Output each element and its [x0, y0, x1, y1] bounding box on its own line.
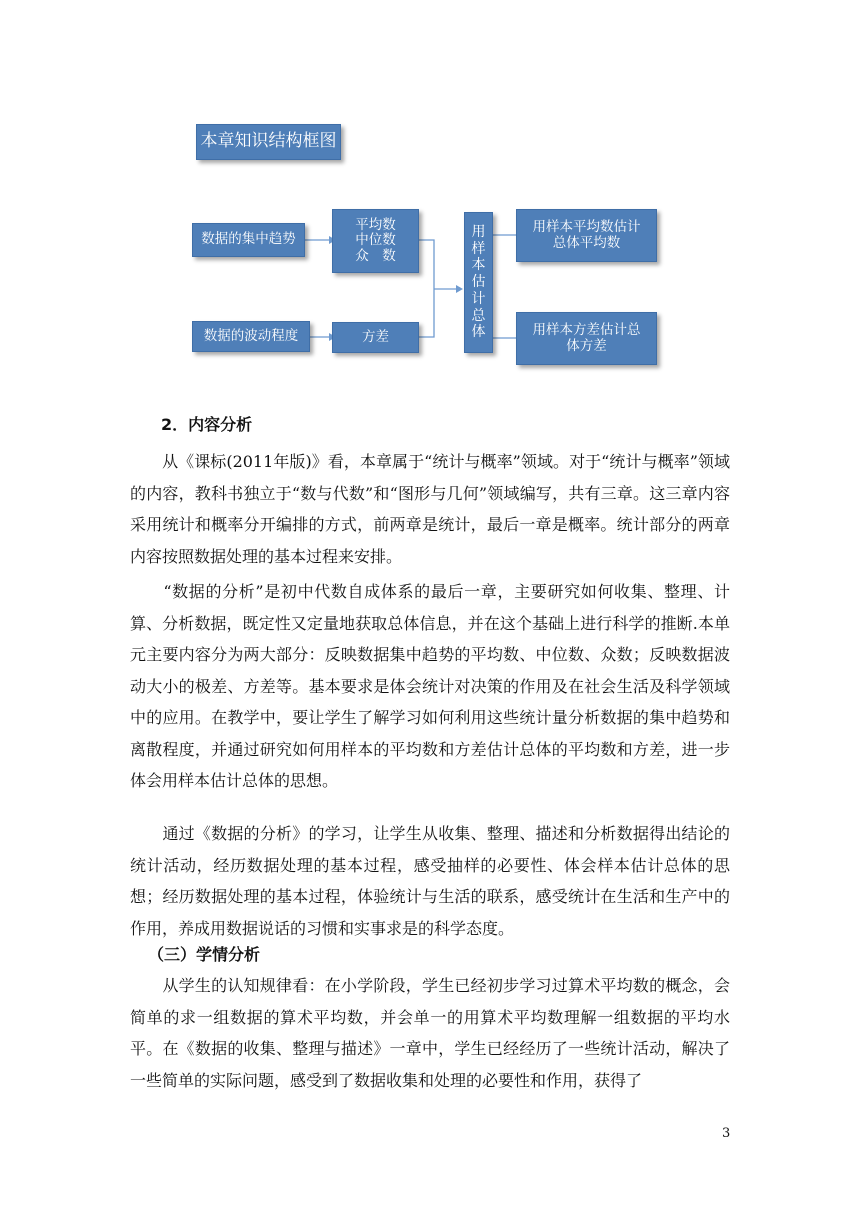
- estimate-char: 样: [471, 240, 486, 257]
- node-measures: [332, 209, 419, 273]
- estimate-char: 体: [471, 324, 486, 341]
- measure-median: 中位数: [355, 232, 396, 249]
- node-estimate-mean: 用样本平均数估计总体平均数: [516, 209, 657, 262]
- paragraph-student-cognition: 从学生的认知规律看：在小学阶段，学生已经初步学习过算术平均数的概念，会简单的求一组数据的算术平均数，并会单一的用算术平均数理解一组数据的平均水平。在《数据的收集、整理与描述》一章中，学生已经经历了一些统计活动，解决了一些简单的实际问题，感受到了数据收集和处理的必要性和作用，获得了: [130, 976, 730, 1090]
- connector-measures-down: [419, 240, 434, 289]
- estimate-char: 总: [471, 307, 486, 324]
- node-estimate-variance: 用样本方差估计总体方差: [516, 312, 657, 365]
- section-heading-content-analysis: 2．内容分析: [161, 415, 253, 434]
- paragraph-curriculum: 从《课标(2011年版)》看，本章属于“统计与概率”领域。对于“统计与概率”领域的内容，教科书独立于“数与代数”和“图形与几何”领域编写，共有三章。这三章内容采用统计和概率分开编排的方式，前两章是统计，最后一章是概率。统计部分的两章内容按照数据处理的基本过程来安排。: [130, 452, 730, 566]
- knowledge-structure-diagram: [186, 114, 676, 384]
- estimate-char: 本: [471, 257, 486, 274]
- node-variance: 方差: [332, 322, 419, 353]
- estimate-char: 用: [471, 223, 486, 240]
- page-number: 3: [722, 1126, 731, 1141]
- diagram-title: 本章知识结构框图: [196, 124, 341, 160]
- connector-variance-up: [419, 289, 434, 337]
- paragraph-learning-goals: 通过《数据的分析》的学习，让学生从收集、整理、描述和分析数据得出结论的统计活动，经历数据处理的基本过程，感受抽样的必要性、体会样本估计总体的思想；经历数据处理的基本过程，体验统计与生活的联系，感受统计在生活和生产中的作用，养成用数据说话的习惯和实事求是的科学态度。: [130, 824, 730, 938]
- measure-mean: 平均数: [355, 216, 396, 233]
- node-estimate-population: [464, 212, 493, 353]
- estimate-char: 估: [471, 274, 486, 291]
- section-heading-student-analysis: （三）学情分析: [148, 945, 261, 964]
- paragraph-data-analysis-chapter: “数据的分析”是初中代数自成体系的最后一章，主要研究如何收集、整理、计算、分析数据，既定性又定量地获取总体信息，并在这个基础上进行科学的推断.本单元主要内容分为两大部分：反映数据集中趋势的平均数、中位数、众数；反映数据波动大小的极差、方差等。基本要求是体会统计对决策的作用及在社会生活及科学领域中的应用。在教学中，要让学生了解学习如何利用这些统计量分析数据的集中趋势和离散程度，并通过研究如何用样本的平均数和方差估计总体的平均数和方差，进一步体会用样本估计总体的思想。: [130, 582, 730, 790]
- node-dispersion: 数据的波动程度: [192, 321, 310, 352]
- node-central-tendency: 数据的集中趋势: [192, 223, 305, 257]
- estimate-char: 计: [471, 290, 486, 307]
- measure-mode: 众 数: [355, 247, 396, 264]
